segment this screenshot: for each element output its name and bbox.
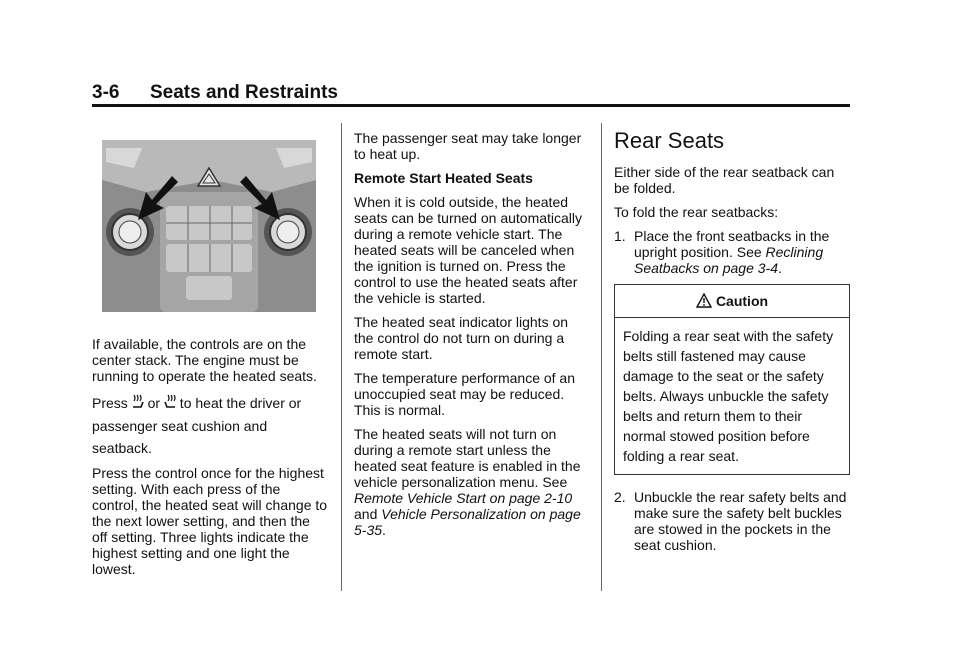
cross-reference-link[interactable]: Remote Vehicle Start on page 2-10 xyxy=(354,490,573,506)
cross-reference-link[interactable]: Reclining Seatbacks on page 3-4 xyxy=(634,244,824,276)
header-rule xyxy=(92,104,850,107)
paragraph: The passenger seat may take longer to heat up. xyxy=(354,130,582,162)
paragraph-press: Press or to heat the driver or passenger seat cushion and seatback. xyxy=(92,395,302,456)
step-text: Place the front seatbacks in the upright position. See Reclining Seatbacks on page 3-4. xyxy=(634,228,830,276)
passenger-heated-seat-icon xyxy=(164,393,176,415)
console-drawing xyxy=(102,140,316,312)
step-number: 2. xyxy=(614,489,626,505)
driver-heated-seat-icon xyxy=(132,393,144,415)
step-number: 1. xyxy=(614,228,626,244)
step-2 xyxy=(614,489,850,553)
column-1 xyxy=(92,336,328,585)
paragraph: To fold the rear seatbacks: xyxy=(614,204,779,220)
section-title: Seats and Restraints xyxy=(150,82,338,103)
heated-seat-controls-illustration xyxy=(102,140,316,312)
paragraph: The temperature performance of an unoccupied seat may be reduced. This is normal. xyxy=(354,370,576,418)
step-text: Unbuckle the rear safety belts and make sure the safety belt buckles are stowed in the pockets in the seat cushion. xyxy=(634,489,847,553)
paragraph-see: The heated seats will not turn on during a remote start unless the heated seat feature is enabled in the vehicle personalization menu. See Remote Vehicle Start on page 2-10 and Vehicle Personalization on page 5-35. xyxy=(354,426,581,538)
section-heading: Rear Seats xyxy=(614,128,725,153)
subheading: Remote Start Heated Seats xyxy=(354,170,533,186)
page-number: 3-6 xyxy=(92,82,120,103)
cross-reference-link[interactable]: Vehicle Personalization on page 5-35 xyxy=(354,506,581,538)
caution-header xyxy=(615,285,849,318)
column-divider-1 xyxy=(341,123,342,591)
column-2 xyxy=(354,130,590,546)
column-divider-2 xyxy=(601,123,602,591)
caution-title: Caution xyxy=(715,293,769,309)
step-1 xyxy=(614,228,850,276)
column-3 xyxy=(614,128,850,561)
caution-text: Folding a rear seat with the safety belts still fastened may cause damage to the seat or the safety belts. Always unbuckle the safety belts and return them to their normal stowed position before folding a rear seat. xyxy=(623,328,834,464)
caution-box xyxy=(614,284,850,475)
paragraph: If available, the controls are on the center stack. The engine must be running to operate the heated seats. xyxy=(92,336,317,384)
paragraph: Either side of the rear seatback can be folded. xyxy=(614,164,835,196)
paragraph: When it is cold outside, the heated seats can be turned on automatically during a remote vehicle start. The heated seats will be canceled when the ignition is turned on. Press the control to use the heated seats after the vehicle is started. xyxy=(354,194,583,306)
warning-icon xyxy=(696,293,712,311)
paragraph: Press the control once for the highest setting. With each press of the control, the heated seat will change to the next lower setting, and then the off setting. Three lights indicate the highest setting and one light the lowest. xyxy=(92,465,328,577)
page-header xyxy=(92,82,338,104)
paragraph: The heated seat indicator lights on the control do not turn on during a remote start. xyxy=(354,314,569,362)
